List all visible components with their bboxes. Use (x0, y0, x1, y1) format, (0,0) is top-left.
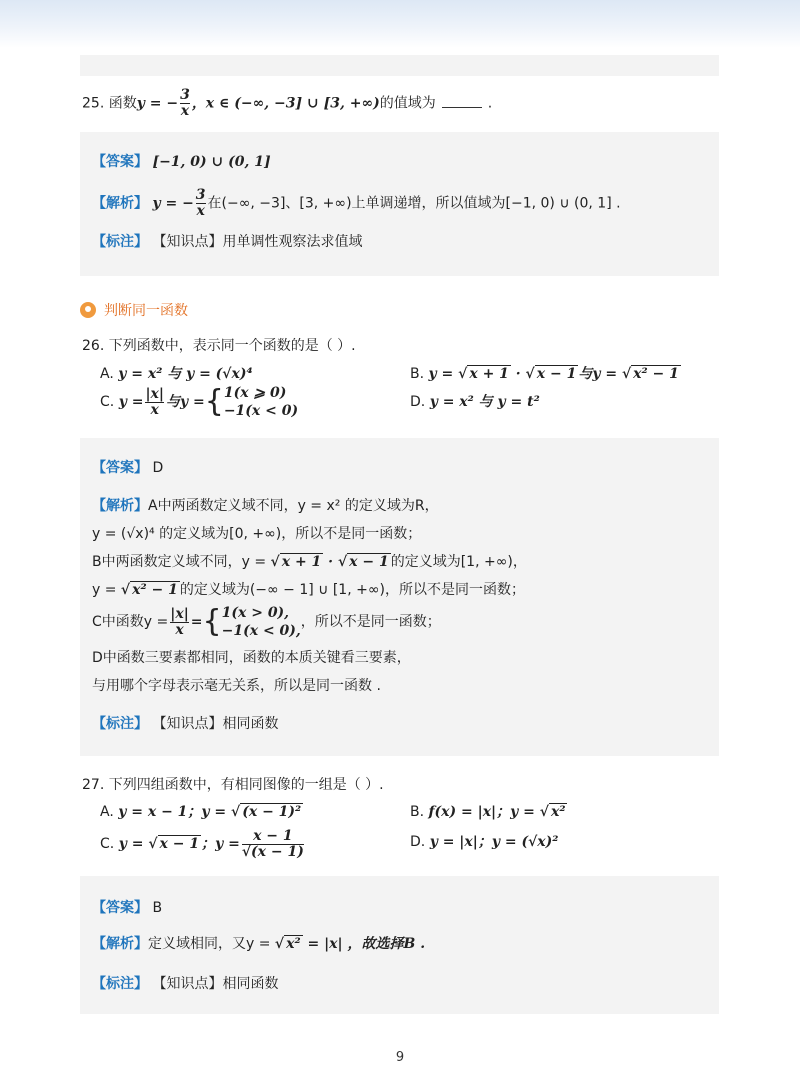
fraction: $\frac{|x|}{x}$ (170, 605, 189, 638)
fraction: $\frac{3}{x}$ (195, 187, 206, 219)
answer-blank (442, 107, 482, 108)
answer-value: B (152, 900, 163, 916)
answer-tag: 【答案】 (92, 900, 148, 916)
question-26: 26. 下列函数中，表示同一个函数的是（ ）. (82, 338, 356, 354)
note-tag: 【标注】 (92, 234, 148, 250)
option-d: D. y = x² 与 y = t² (410, 394, 540, 410)
answer-tag: 【答案】 (92, 154, 148, 170)
question-25: 25. 函数y = − $\frac{3}{x}$ ，x ∈ (−∞, −3] ∪ [3, +∞)的值域为 . (82, 87, 493, 119)
answer-box-26: 【答案】 D 【解析】A中两函数定义域不同，y = x² 的定义域为R， y = (√x)⁴ 的定义域为[0, +∞)，所以不是同一函数； B中两函数定义域不同，y = √ x + 1 · √ x − 1 的定义域为[1, +∞)， y = √ x² − 1 的定义域为(−∞ − 1] ∪ [1, +∞)，所以不是同一函数； C中函数y = $\frac{|x|}{x}$ ={ 1(x > 0), −1(x < 0), ，所以不是同一函数； D中函数三要素都相同，函数的本质关键看三要素， 与用哪个字母表示毫无关系，所以是同一函数 . 【标注】 【知识点】相同函数 (80, 438, 719, 756)
note-text: 【知识点】相同函数 (152, 716, 279, 732)
bulb-icon (80, 302, 96, 318)
option-d: D. y = |x|；y = (√x)² (410, 834, 559, 850)
option-c: C. y = √ x − 1 ；y = $\frac{x - 1}{√(x - 1)}$ (100, 827, 304, 860)
option-b: B. y = √ x + 1 · √ x − 1 与y = √ x² − 1 (410, 366, 679, 382)
option-b: B. f(x) = |x|；y = √ x² (410, 804, 566, 820)
analysis-tag: 【解析】 (92, 195, 148, 212)
fraction: $\frac{3}{x}$ (180, 87, 190, 119)
analysis-tag: 【解析】 (92, 498, 148, 514)
note-text: 【知识点】相同函数 (152, 976, 279, 992)
answer-value: [−1, 0) ∪ (0, 1] (152, 154, 271, 170)
page-number: 9 (395, 1050, 405, 1065)
header-band (0, 0, 800, 48)
fraction: $\frac{x - 1}{√(x - 1)}$ (241, 827, 304, 860)
note-tag: 【标注】 (92, 716, 148, 732)
answer-value: D (152, 460, 164, 476)
answer-box-27: 【答案】 B 【解析】定义域相同，又y = √ x² = |x| ，故选择B . 【标注】 【知识点】相同函数 (80, 876, 719, 1014)
section-heading: 判断同一函数 (80, 301, 188, 321)
answer-box-25: 【答案】 [−1, 0) ∪ (0, 1] 【解析】 y = − $\frac{3}{x}$ 在(−∞, −3]、[3, +∞)上单调递增，所以值域为[−1, 0) ∪ (0, 1] . 【标注】 【知识点】用单调性观察法求值域 (80, 132, 719, 276)
note-tag: 【标注】 (92, 976, 148, 992)
option-a: A. y = x − 1；y = √ (x − 1)² (100, 804, 302, 820)
analysis-tag: 【解析】 (92, 936, 148, 952)
option-a: A. y = x² 与 y = (√x)⁴ (100, 366, 253, 382)
answer-tag: 【答案】 (92, 460, 148, 476)
fraction: $\frac{|x|}{x}$ (145, 385, 164, 418)
option-c: C. y = $\frac{|x|}{x}$ 与y ={ 1(x ⩾ 0) −1(x < 0) (100, 384, 299, 419)
question-27: 27. 下列四组函数中，有相同图像的一组是（ ）. (82, 777, 384, 793)
note-text: 【知识点】用单调性观察法求值域 (152, 234, 363, 250)
previous-answer-box (80, 55, 719, 76)
